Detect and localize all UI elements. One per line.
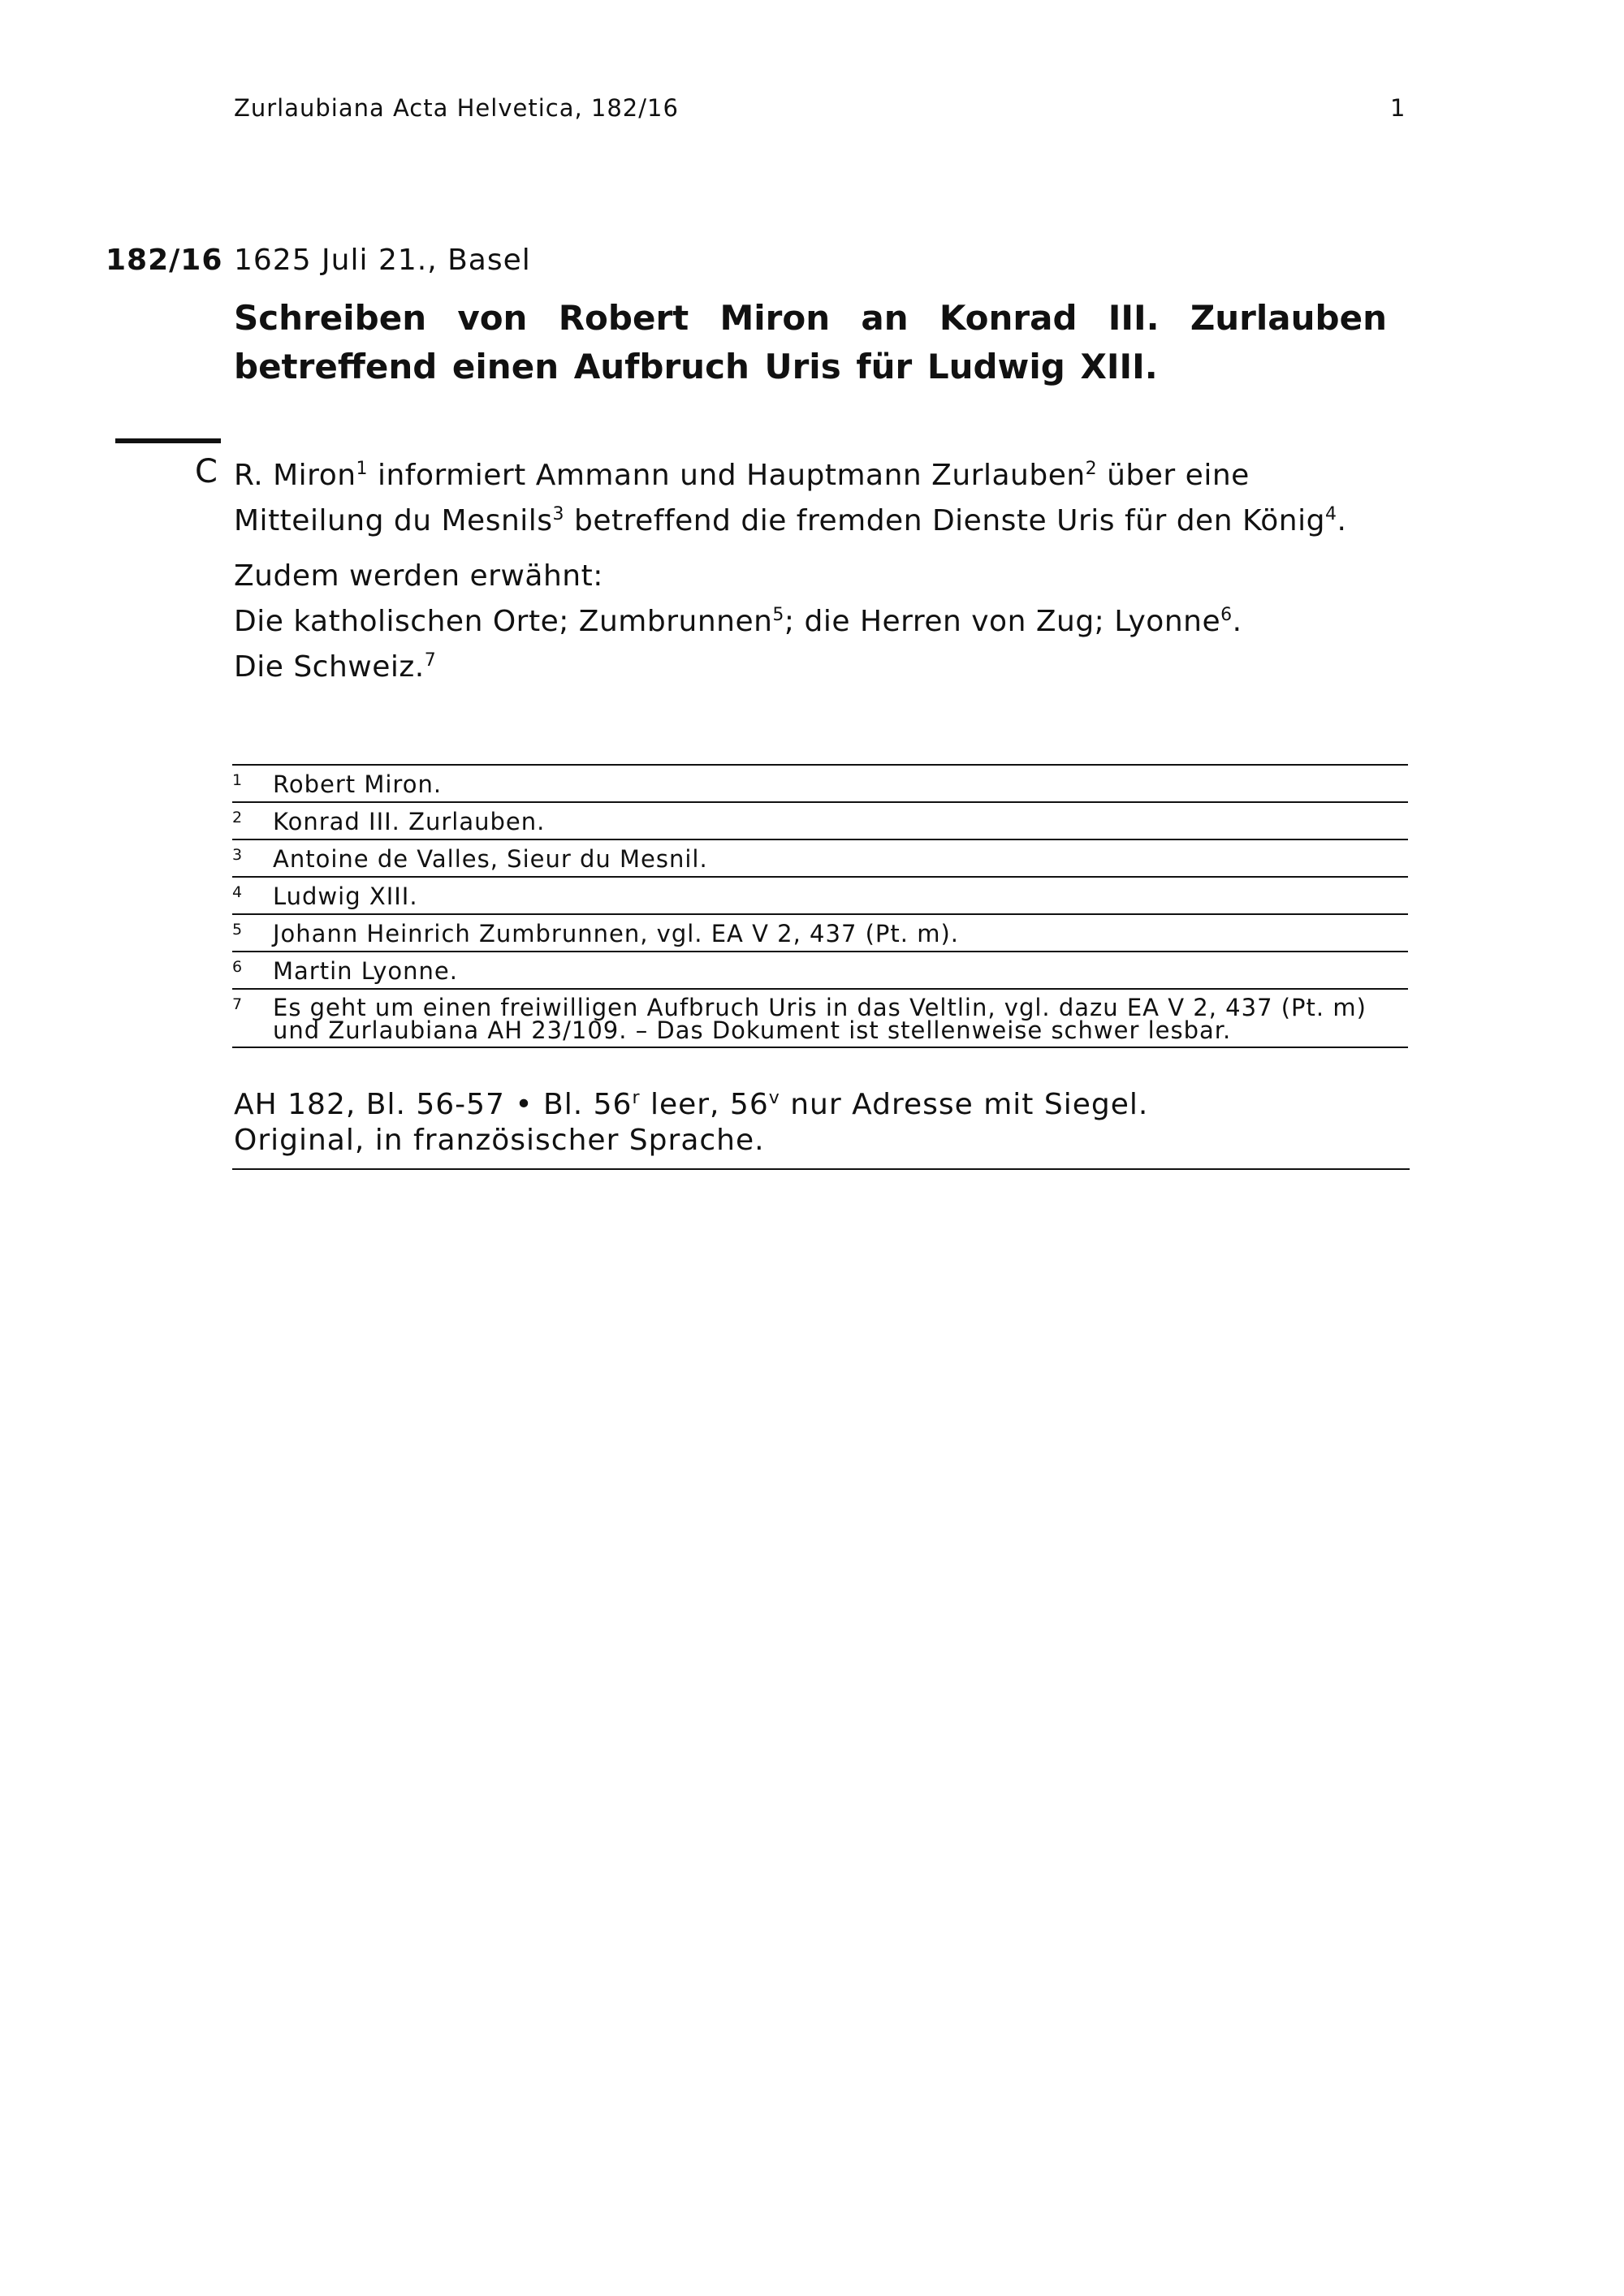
mentions-text: ; die Herren von Zug; Lyonne	[784, 605, 1221, 638]
footnote-ref: 6	[1220, 605, 1233, 625]
footnote	[232, 952, 1408, 990]
document-date-place: 1625 Juli 21., Basel	[234, 244, 531, 277]
summary-text: über eine Mitteilung du Mesnils	[234, 459, 1250, 537]
footnote-number: 5	[232, 921, 244, 939]
page-number: 1	[1390, 94, 1406, 122]
margin-rule	[115, 438, 221, 443]
margin-marker: C	[195, 453, 218, 490]
footnote-text: Johann Heinrich Zumbrunnen, vgl. EA V 2, 437 (Pt. m).	[273, 920, 960, 947]
source-note	[232, 1085, 1410, 1170]
footnote-text: Es geht um einen freiwilligen Aufbruch Uris in das Veltlin, vgl. dazu EA V 2, 437 (Pt. m) und Zurlaubiana AH 23/109. – Das Dokument ist stellenweise schwer lesbar.	[273, 994, 1367, 1044]
footnote	[232, 840, 1408, 878]
footnote-number: 4	[232, 883, 244, 901]
footnote-number: 7	[232, 995, 244, 1013]
footnote-ref: 7	[424, 650, 437, 671]
source-text: leer, 56	[640, 1088, 769, 1121]
footnote-ref: 3	[552, 504, 565, 524]
summary-paragraph	[234, 453, 1403, 544]
footnote	[232, 915, 1408, 952]
mentions-list	[234, 599, 1403, 645]
document-title: Schreiben von Robert Miron an Konrad III. Zurlauben betreffend einen Aufbruch Uris für Ludwig XIII.	[234, 298, 1387, 386]
footnote-ref: 4	[1324, 504, 1337, 524]
footnote	[232, 878, 1408, 915]
mentions-text: .	[1232, 605, 1242, 638]
footnote-number: 2	[232, 809, 244, 826]
footnote	[232, 766, 1408, 803]
summary-text: betreffend die fremden Dienste Uris für den König	[564, 504, 1325, 537]
footnote-ref: 2	[1085, 459, 1098, 479]
summary-text: informiert Ammann und Hauptmann Zurlauben	[368, 459, 1086, 492]
summary	[234, 453, 1403, 690]
source-text: AH 182, Bl. 56-57 • Bl. 56	[234, 1088, 633, 1121]
source-text: nur Adresse mit Siegel.	[780, 1088, 1149, 1121]
summary-text: R. Miron	[234, 459, 356, 492]
mentions-last	[234, 645, 1403, 690]
source-line-original: Original, in französischer Sprache.	[234, 1124, 765, 1157]
footnote-ref: 1	[356, 459, 369, 479]
running-head: Zurlaubiana Acta Helvetica, 182/16	[234, 94, 679, 122]
footnote-text: Konrad III. Zurlauben.	[273, 808, 546, 835]
footnote	[232, 803, 1408, 840]
footnote-number: 6	[232, 958, 244, 976]
recto-mark: r	[632, 1088, 641, 1108]
source-line	[234, 1087, 1410, 1123]
mentions-text: Die Schweiz.	[234, 650, 425, 684]
footnote	[232, 990, 1408, 1048]
mentions-text: Die katholischen Orte; Zumbrunnen	[234, 605, 773, 638]
footnote-text: Martin Lyonne.	[273, 957, 458, 985]
footnotes	[232, 764, 1408, 1048]
footnote-text: Antoine de Valles, Sieur du Mesnil.	[273, 845, 708, 873]
mentions-heading: Zudem werden erwähnt:	[234, 559, 603, 593]
footnote-text: Ludwig XIII.	[273, 883, 418, 910]
document-number: 182/16	[106, 244, 223, 277]
footnote-text: Robert Miron.	[273, 770, 443, 798]
verso-mark: v	[768, 1088, 780, 1108]
footnote-ref: 5	[772, 605, 784, 625]
footnote-number: 3	[232, 846, 244, 864]
footnote-number: 1	[232, 771, 244, 789]
summary-text: .	[1337, 504, 1347, 537]
